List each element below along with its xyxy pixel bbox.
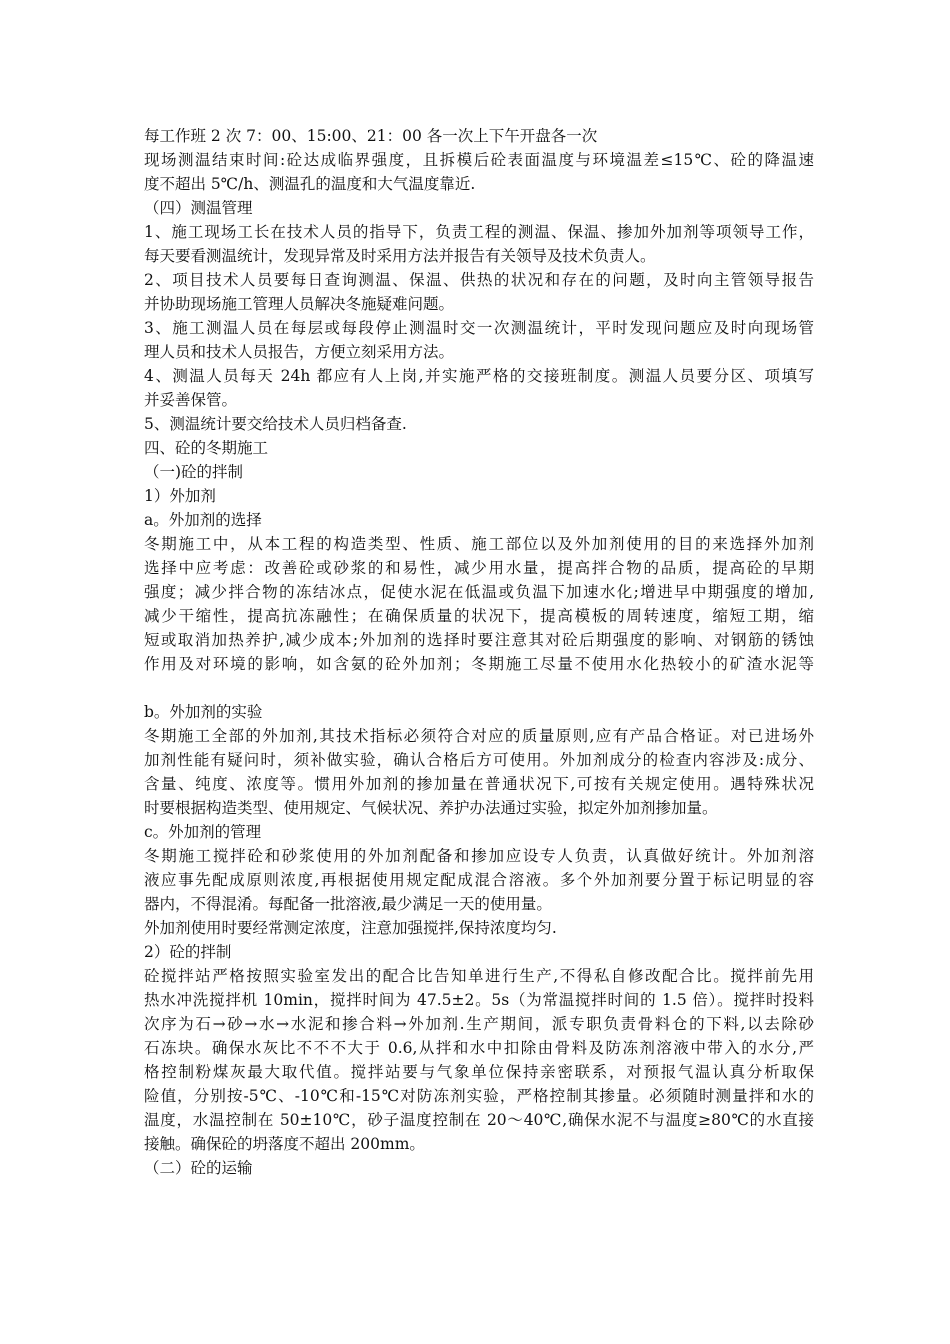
text-line: b。外加剂的实验	[144, 703, 263, 721]
text-line: 4、测温人员每天 24h 都应有人上岗,并实施严格的交接班制度。测温人员要分区、项填写	[144, 367, 814, 385]
document-body	[144, 124, 814, 1180]
text-line: 石冻块。确保水灰比不不不大于 0.6,从拌和水中扣除由骨料及防冻剂溶液中带入的水分,严	[144, 1039, 814, 1057]
text-line: 时要根据构造类型、使用规定、气候状况、养护办法通过实验，拟定外加剂掺加量。	[144, 799, 718, 817]
text-line: c。外加剂的管理	[144, 823, 262, 841]
text-line: 并协助现场施工管理人员解决冬施疑难问题。	[144, 295, 455, 313]
text-line: 热水冲洗搅拌机 10min，搅拌时间为 47.5±2。5s（为常温搅拌时间的 1.5 倍）。搅拌时投料	[144, 991, 814, 1009]
text-line: 1、施工现场工长在技术人员的指导下，负责工程的测温、保温、掺加外加剂等项领导工作，	[144, 223, 814, 241]
text-line: 液应事先配成原则浓度,再根据使用规定配成混合溶液。多个外加剂要分置于标记明显的容	[144, 871, 814, 889]
text-line: 接触。确保砼的坍落度不超出 200mm。	[144, 1135, 425, 1153]
text-line: 5、测温统计要交给技术人员归档备查.	[144, 415, 407, 433]
text-line: 选择中应考虑：改善砼或砂浆的和易性，减少用水量，提高拌合物的品质，提高砼的早期	[144, 559, 814, 577]
text-line: （四）测温管理	[144, 199, 253, 217]
text-line: （一)砼的拌制	[144, 463, 244, 481]
text-line: 2）砼的拌制	[144, 943, 232, 961]
blank-line	[144, 676, 814, 700]
text-line: 并妥善保管。	[144, 391, 238, 409]
text-line: 外加剂使用时要经常测定浓度，注意加强搅拌,保持浓度均匀.	[144, 919, 557, 937]
text-line: 含量、纯度、浓度等。惯用外加剂的掺加量在普通状况下,可按有关规定使用。遇特殊状况	[144, 775, 814, 793]
text-line: 四、砼的冬期施工	[144, 439, 269, 457]
text-line: 减少干缩性，提高抗冻融性；在确保质量的状况下，提高模板的周转速度，缩短工期，缩	[144, 607, 814, 625]
text-line: 理人员和技术人员报告，方便立刻采用方法。	[144, 343, 455, 361]
text-line: 强度；减少拌合物的冻结冰点，促使水泥在低温或负温下加速水化;增进早中期强度的增加,	[144, 583, 814, 601]
text-line: （二）砼的运输	[144, 1159, 253, 1177]
text-line: 格控制粉煤灰最大取代值。搅拌站要与气象单位保持亲密联系，对预报气温认真分析取保	[144, 1063, 814, 1081]
text-line: 冬期施工中，从本工程的构造类型、性质、施工部位以及外加剂使用的目的来选择外加剂	[144, 535, 814, 553]
text-line: 加剂性能有疑问时，须补做实验，确认合格后方可使用。外加剂成分的检查内容涉及:成分、	[144, 751, 814, 769]
text-line: a。外加剂的选择	[144, 511, 262, 529]
text-line: 2、项目技术人员要每日查询测温、保温、供热的状况和存在的问题，及时向主管领导报告	[144, 271, 814, 289]
text-line: 作用及对环境的影响，如含氨的砼外加剂；冬期施工尽量不使用水化热较小的矿渣水泥等	[144, 655, 814, 673]
text-line: 3、施工测温人员在每层或每段停止测温时交一次测温统计，平时发现问题应及时向现场管	[144, 319, 814, 337]
text-line: 温度，水温控制在 50±10℃，砂子温度控制在 20～40℃,确保水泥不与温度≥80℃的水直接	[144, 1111, 814, 1129]
text-line: 短或取消加热养护,减少成本;外加剂的选择时要注意其对砼后期强度的影响、对钢筋的锈蚀	[144, 631, 814, 649]
text-line: 度不超出 5℃/h、测温孔的温度和大气温度靠近.	[144, 175, 476, 193]
text-line: 器内，不得混淆。每配备一批溶液,最少满足一天的使用量。	[144, 895, 552, 913]
text-line: 每工作班 2 次 7：00、15:00、21：00 各一次上下午开盘各一次	[144, 127, 598, 145]
text-line: 冬期施工搅拌砼和砂浆使用的外加剂配备和掺加应设专人负责，认真做好统计。外加剂溶	[144, 847, 814, 865]
text-line: 砼搅拌站严格按照实验室发出的配合比告知单进行生产,不得私自修改配合比。搅拌前先用	[144, 967, 814, 985]
text-line: 现场测温结束时间:砼达成临界强度，且拆模后砼表面温度与环境温差≤15℃、砼的降温速	[144, 151, 814, 169]
text-line: 险值，分别按-5℃、-10℃和-15℃对防冻剂实验，严格控制其掺量。必须随时测量拌和水的	[144, 1087, 814, 1105]
text-line: 次序为石→砂→水→水泥和掺合料→外加剂.生产期间，派专职负责骨料仓的下料,以去除砂	[144, 1015, 814, 1033]
text-line: 每天要看测温统计，发现异常及时采用方法并报告有关领导及技术负责人。	[144, 247, 656, 265]
text-line: 冬期施工全部的外加剂,其技术指标必须符合对应的质量原则,应有产品合格证。对已进场外	[144, 727, 814, 745]
text-line: 1）外加剂	[144, 487, 216, 505]
